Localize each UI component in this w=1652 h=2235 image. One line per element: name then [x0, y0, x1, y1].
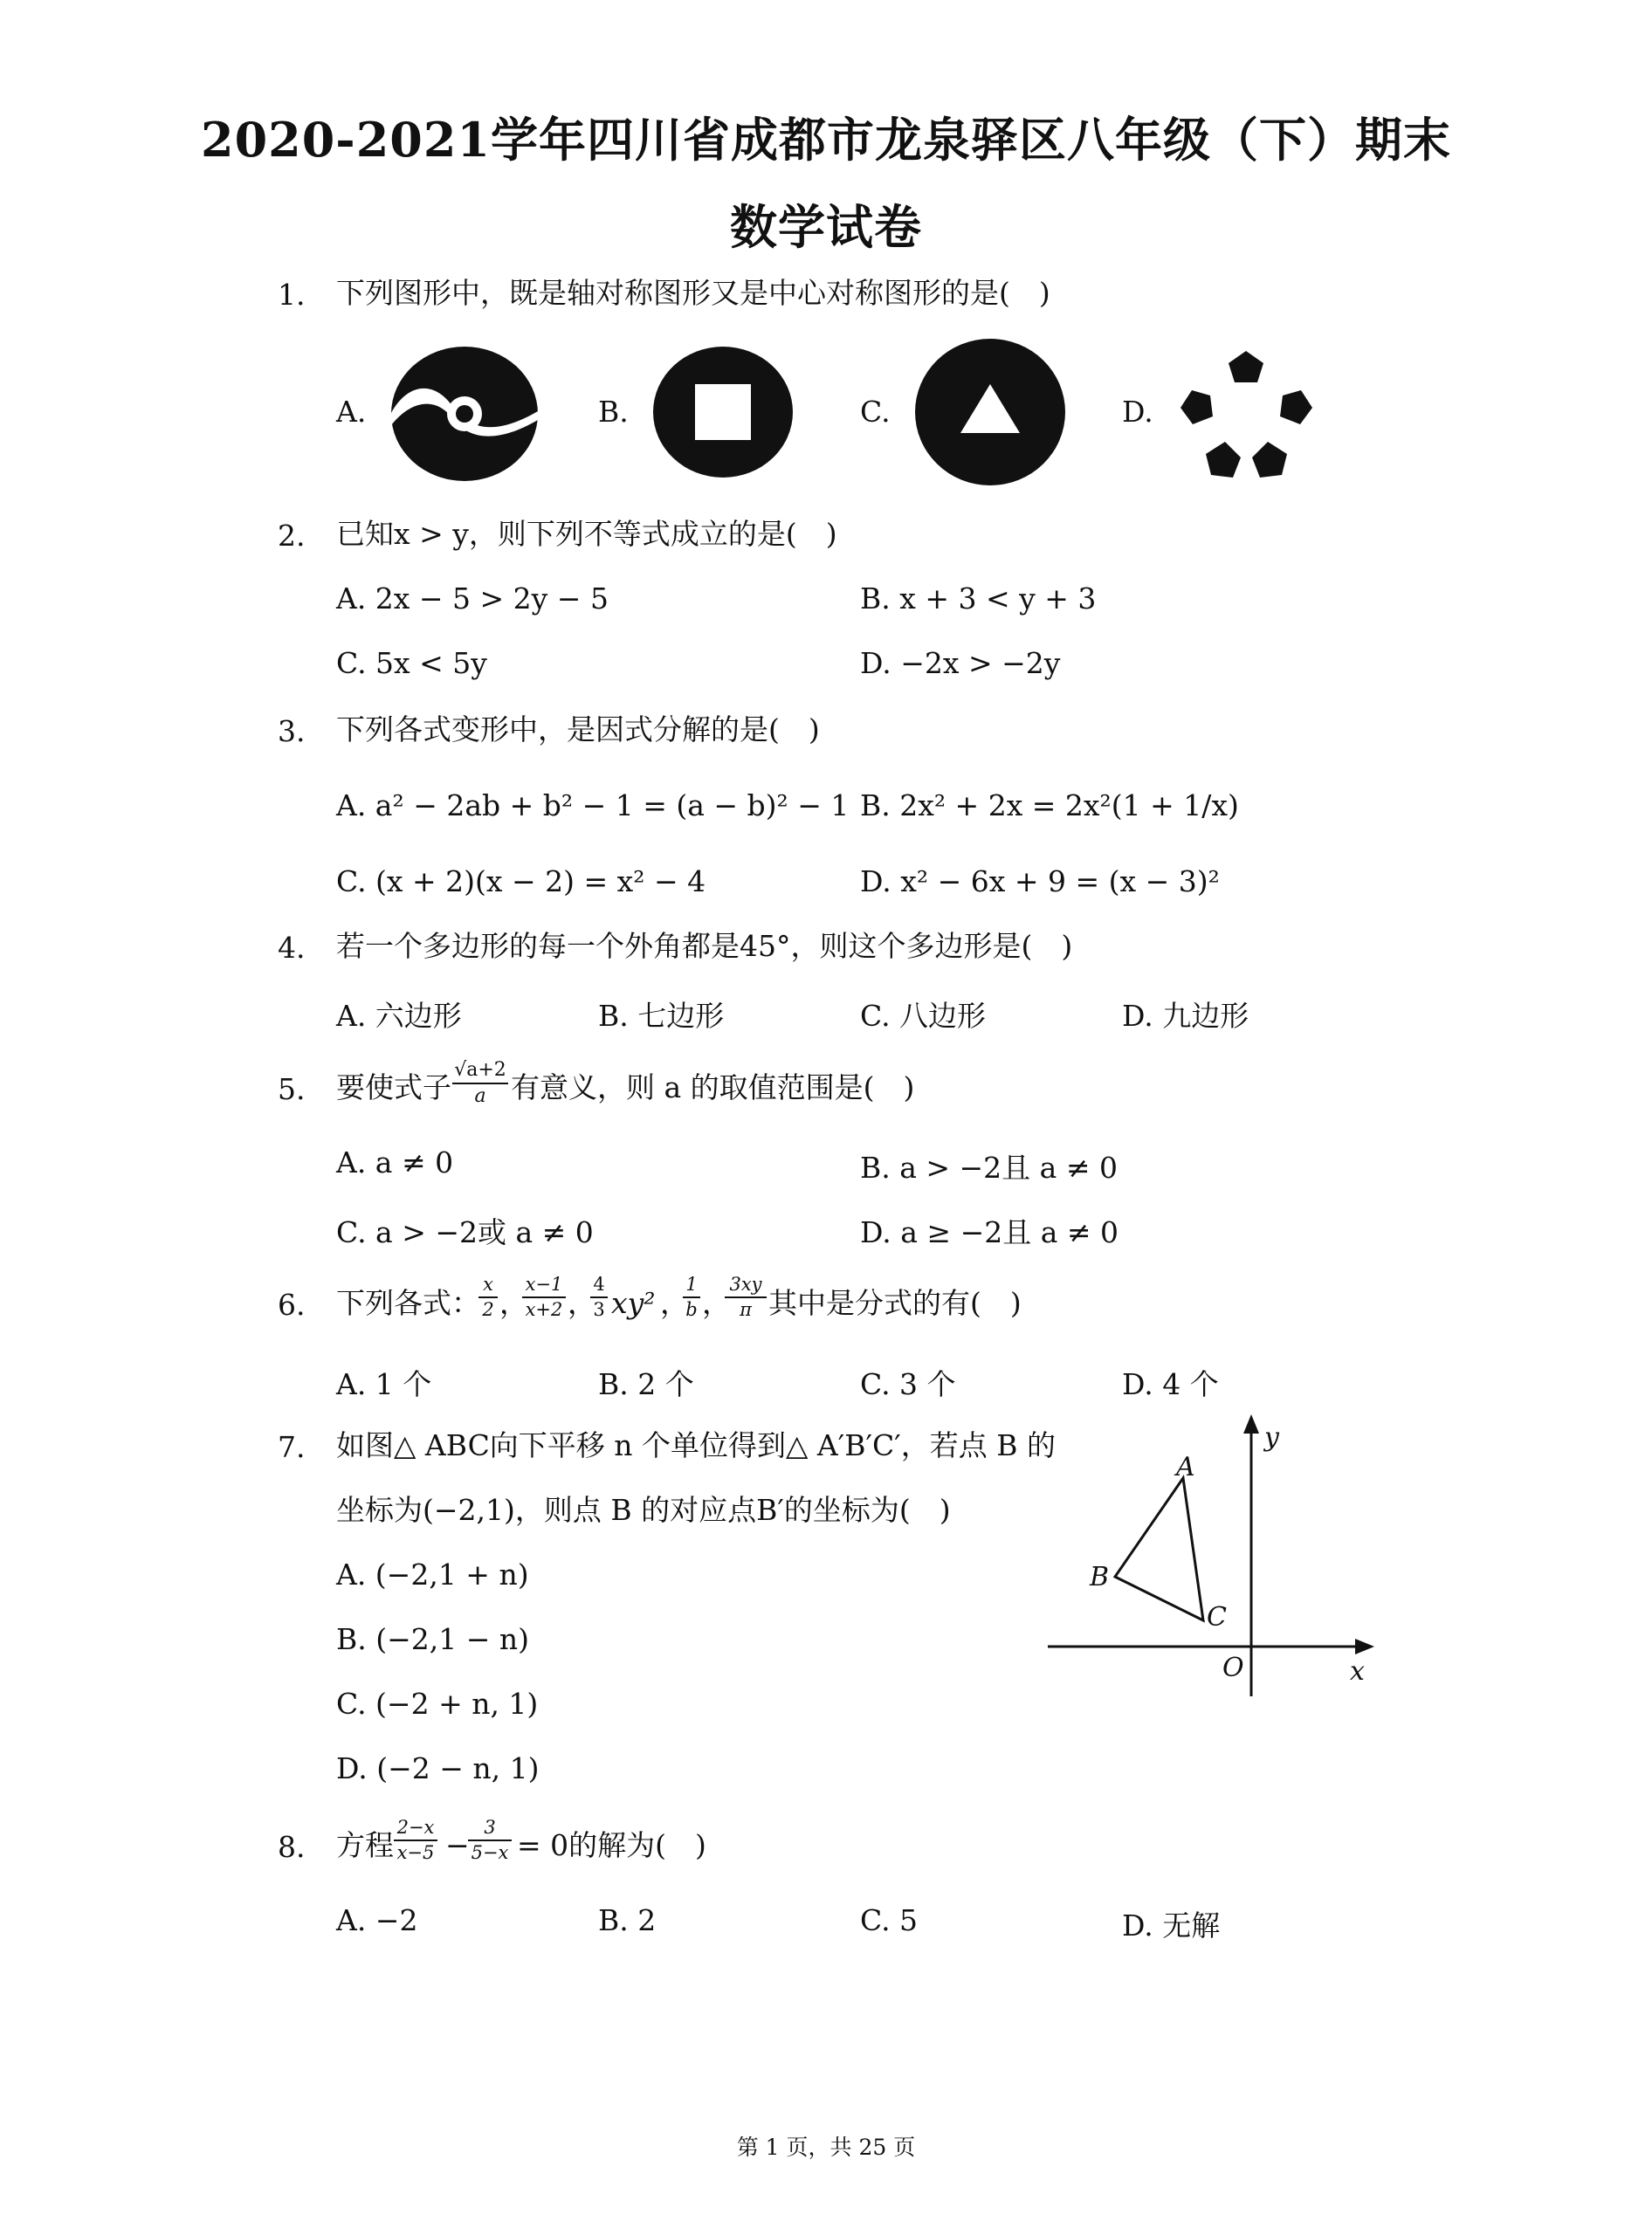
fraction-denominator: 2	[482, 1299, 494, 1320]
question-2-option-c: C. 5x < 5y	[336, 646, 487, 680]
question-7-option-a: A. (−2,1 + n)	[336, 1558, 529, 1592]
question-7-option-c: C. (−2 + n, 1)	[336, 1687, 539, 1721]
comma: ，	[568, 1286, 596, 1320]
question-8-number: 8.	[278, 1830, 306, 1864]
triangle-coordinate-figure	[1039, 1413, 1380, 1704]
question-4-option-b: B. 七边形	[598, 999, 725, 1033]
question-6-option-a: A. 1 个	[336, 1367, 432, 1401]
page-footer: 第 1 页，共 25 页	[736, 2135, 916, 2160]
question-5-number: 5.	[278, 1072, 306, 1106]
question-6-fraction-4	[683, 1273, 700, 1322]
question-1-option-c-label: C.	[860, 395, 891, 429]
question-6-text-after: 其中是分式的有( )	[768, 1286, 1022, 1320]
fraction-numerator: 2−x	[394, 1816, 437, 1841]
question-3-option-c: C. (x + 2)(x − 2) = x² − 4	[336, 864, 706, 898]
question-3-option-b: B. 2x² + 2x = 2x²(1 + 1/x)	[860, 788, 1239, 822]
question-4-text: 若一个多边形的每一个外角都是45°，则这个多边形是( )	[336, 929, 1073, 963]
fraction-denominator: b	[685, 1299, 698, 1320]
question-6-option-b: B. 2 个	[598, 1367, 694, 1401]
question-8-minus: −	[445, 1828, 470, 1862]
x-axis-arrow-icon	[1355, 1639, 1374, 1654]
fraction-numerator: 1	[683, 1273, 700, 1298]
fraction-numerator: 4	[590, 1273, 608, 1298]
question-6-inline-term: xy²	[611, 1286, 656, 1320]
question-4-option-d: D. 九边形	[1122, 999, 1249, 1033]
page-title-line1: 2020-2021学年四川省成都市龙泉驿区八年级（下）期末	[201, 112, 1451, 168]
question-4-option-c: C. 八边形	[860, 999, 987, 1033]
fraction-numerator: 3xy	[725, 1273, 767, 1298]
question-1-text: 下列图形中，既是轴对称图形又是中心对称图形的是( )	[336, 276, 1050, 310]
question-5-option-d: D. a ≥ −2且 a ≠ 0	[860, 1215, 1119, 1249]
y-axis-arrow-icon	[1243, 1414, 1259, 1434]
point-b-label: B	[1090, 1562, 1110, 1592]
x-axis-label: x	[1350, 1656, 1365, 1687]
question-8-option-d: D. 无解	[1122, 1908, 1221, 1943]
question-6-fraction-5	[725, 1273, 767, 1322]
question-8-text-after: = 0的解为( )	[517, 1828, 706, 1862]
comma: ，	[499, 1286, 528, 1320]
comma: ，	[660, 1286, 689, 1320]
question-1-number: 1.	[278, 278, 306, 312]
question-5-fraction	[452, 1058, 508, 1109]
question-7-option-b: B. (−2,1 − n)	[336, 1622, 529, 1656]
question-2-number: 2.	[278, 519, 306, 553]
fraction-numerator: 3	[468, 1816, 512, 1841]
question-8-fraction-2	[468, 1816, 512, 1865]
question-8-fraction-1	[394, 1816, 437, 1865]
question-3-option-a: A. a² − 2ab + b² − 1 = (a − b)² − 1	[336, 788, 850, 822]
y-axis-label: y	[1264, 1422, 1279, 1453]
question-3-number: 3.	[278, 714, 306, 748]
point-a-label: A	[1176, 1452, 1195, 1482]
page-title-line2: 数学试卷	[730, 199, 922, 255]
question-8-option-b: B. 2	[598, 1903, 657, 1937]
fraction-denominator: 3	[593, 1299, 605, 1320]
question-6-fraction-1	[478, 1273, 498, 1322]
fraction-denominator: x−5	[396, 1842, 435, 1863]
fraction-denominator: 5−x	[471, 1842, 509, 1863]
question-7-line1: 如图△ ABC向下平移 n 个单位得到△ A′B′C′，若点 B 的	[336, 1428, 1056, 1462]
question-2-option-b: B. x + 3 < y + 3	[860, 581, 1097, 615]
question-5-fraction-numerator: √a+2	[452, 1058, 508, 1084]
question-5-option-b: B. a > −2且 a ≠ 0	[860, 1151, 1118, 1185]
question-5-option-c: C. a > −2或 a ≠ 0	[336, 1215, 594, 1249]
question-2-text: 已知x > y，则下列不等式成立的是( )	[336, 517, 837, 551]
question-5-text-before: 要使式子	[336, 1070, 451, 1104]
question-8-option-c: C. 5	[860, 1903, 919, 1937]
question-6-number: 6.	[278, 1288, 306, 1322]
question-4-option-a: A. 六边形	[336, 999, 462, 1033]
question-7-number: 7.	[278, 1430, 306, 1464]
triangle-in-circle-icon	[915, 339, 1065, 489]
question-6-fraction-3	[590, 1273, 608, 1322]
comma: ，	[702, 1286, 731, 1320]
fraction-numerator: x−1	[522, 1273, 566, 1298]
square-in-circle-icon	[653, 347, 793, 481]
question-5-text-after: 有意义，则 a 的取值范围是( )	[511, 1070, 915, 1104]
question-3-text: 下列各式变形中，是因式分解的是( )	[336, 712, 820, 746]
question-1-option-a-label: A.	[336, 395, 367, 429]
question-5-fraction-denominator: a	[474, 1085, 486, 1107]
question-8-text-before: 方程	[336, 1828, 394, 1862]
question-7-option-d: D. (−2 − n, 1)	[336, 1751, 540, 1785]
question-3-option-d: D. x² − 6x + 9 = (x − 3)²	[860, 864, 1220, 898]
swirl-circle-icon	[391, 347, 538, 485]
question-5-option-a: A. a ≠ 0	[336, 1145, 454, 1179]
question-6-option-c: C. 3 个	[860, 1367, 956, 1401]
question-6-text-before: 下列各式：	[336, 1286, 480, 1320]
question-2-option-d: D. −2x > −2y	[860, 646, 1061, 680]
question-7-line2: 坐标为(−2,1)，则点 B 的对应点B′的坐标为( )	[336, 1493, 951, 1527]
question-1-option-b-label: B.	[598, 395, 629, 429]
question-8-option-a: A. −2	[336, 1903, 418, 1937]
question-1-option-d-label: D.	[1122, 395, 1153, 429]
fraction-denominator: π	[740, 1299, 752, 1320]
fraction-numerator: x	[478, 1273, 498, 1298]
question-6-fraction-2	[522, 1273, 566, 1322]
pentagons-flower-icon	[1179, 349, 1314, 484]
fraction-denominator: x+2	[525, 1299, 563, 1320]
point-c-label: C	[1207, 1602, 1227, 1633]
origin-label: O	[1222, 1653, 1244, 1683]
question-6-option-d: D. 4 个	[1122, 1367, 1219, 1401]
question-4-number: 4.	[278, 931, 306, 965]
question-2-option-a: A. 2x − 5 > 2y − 5	[336, 581, 609, 615]
